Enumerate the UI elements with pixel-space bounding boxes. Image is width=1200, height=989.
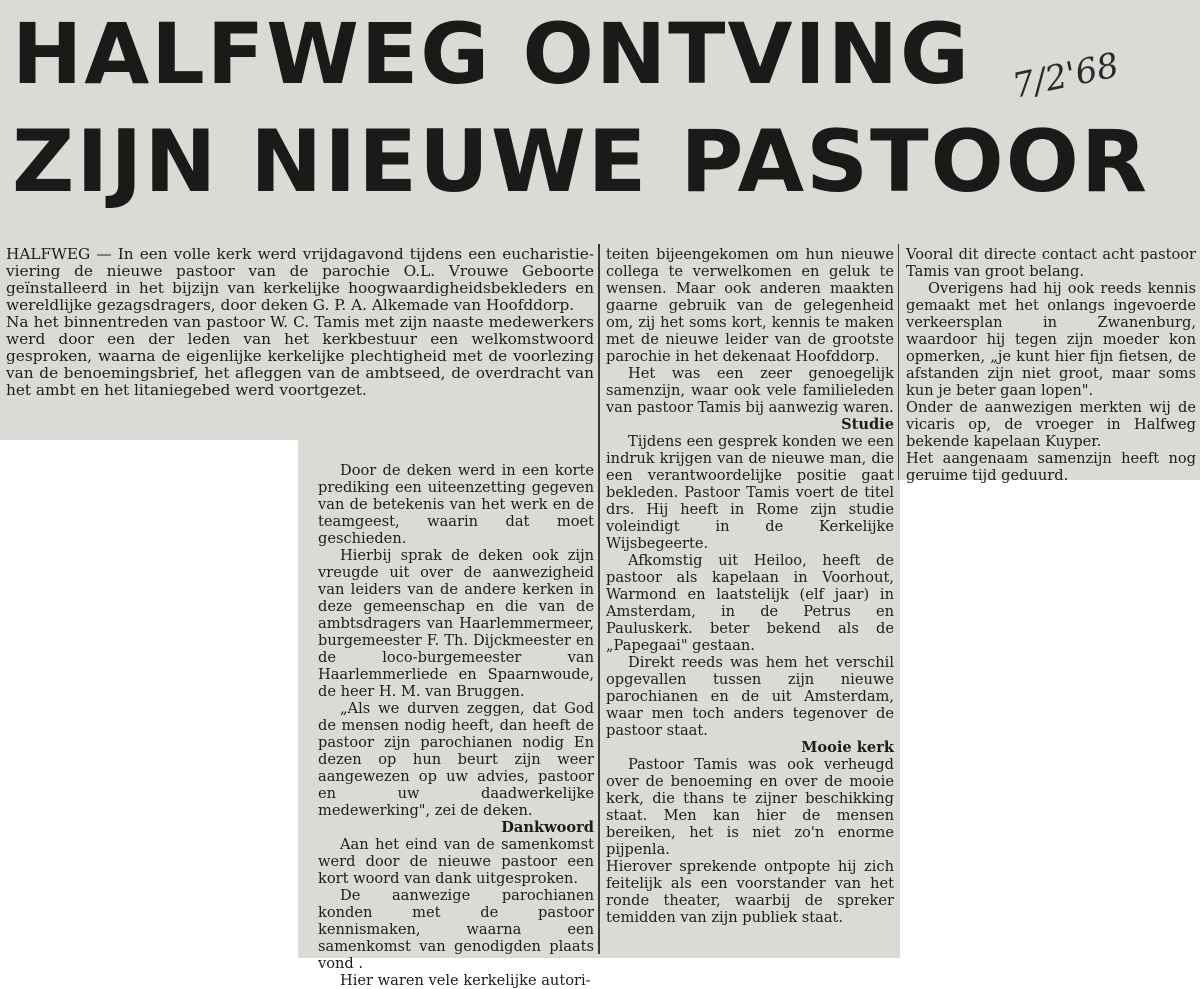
headline-line-2: ZIJN NIEUWE PASTOOR: [12, 112, 1150, 212]
body-paragraph: Tijdens een gesprek konden we een indruk krijgen van de nieuwe man, die een verantwoordelijke positie gaat bekleden. Pastoor Tamis voert de titel drs. Hij heeft in Rome zijn studie voleindigt in de Kerkelijke Wijsbegeerte.: [606, 433, 894, 552]
lead-paragraph: HALFWEG — In een volle kerk werd vrijdagavond tijdens een eucharistie-viering de nieuwe pastoor van de parochie O.L. Vrouwe Geboorte geïnstalleerd in het bijzijn van kerkelijke hoogwaardigheidsbekleders en wereldlijke gezagsdragers, door deken G. P. A. Alkemade van Hoofddorp.: [6, 245, 594, 314]
article-column-3: [906, 246, 1196, 484]
body-paragraph: Hierover sprekende ontpopte hij zich feitelijk als een voorstander van het ronde theater, waarbij de spreker temidden van zijn publiek staat.: [606, 858, 894, 926]
article-column-2: [606, 246, 894, 926]
body-paragraph: Het aangenaam samenzijn heeft nog geruime tijd geduurd.: [906, 450, 1196, 484]
headline-line-1: HALFWEG ONTVING: [12, 5, 971, 103]
column-divider: [598, 244, 600, 954]
handwritten-date-note: 7/2'68: [1009, 45, 1123, 107]
body-paragraph: Overigens had hij ook reeds kennis gemaakt met het onlangs ingevoerde verkeersplan in Zwanenburg, waardoor hij tegen zijn moeder kon opmerken, „je kunt hier fijn fietsen, de afstanden zijn niet groot, maar soms kun je beter gaan lopen".: [906, 280, 1196, 399]
body-paragraph: Onder de aanwezigen merkten wij de vicaris op, de vroeger in Halfweg bekende kapelaan Kuyper.: [906, 399, 1196, 450]
subheading-mooie-kerk: Mooie kerk: [801, 739, 894, 756]
body-paragraph: Het was een zeer genoegelijk samenzijn, waar ook vele familieleden van pastoor Tamis bij aanwezig waren.: [606, 365, 894, 416]
lead-paragraph-block: [6, 246, 594, 399]
lead-paragraph: Na het binnentreden van pastoor W. C. Tamis met zijn naaste medewerkers werd door een der leden van het kerkbestuur een welkomstwoord gesproken, waarna de eigenlijke kerkelijke plechtigheid met de voorlezing van de benoemingsbrief, het afleggen van de ambtseed, de overdracht van het ambt en het litaniegebed werd voortgezet.: [6, 313, 594, 399]
column-divider: [898, 244, 899, 480]
subheading-studie: Studie: [841, 416, 894, 433]
body-paragraph: Hier waren vele kerkelijke autori-: [340, 972, 591, 989]
subheading-dankwoord: Dankwoord: [501, 819, 594, 836]
body-paragraph: De aanwezige parochianen konden met de pastoor kennismaken, waarna een samenkomst van genodigden plaats vond .: [318, 887, 594, 972]
body-paragraph: Pastoor Tamis was ook verheugd over de benoeming en over de mooie kerk, die thans te zijner beschikking staat. Men kan hier de mensen bereiken, het is niet zo'n enorme pijpenla.: [606, 756, 894, 858]
body-paragraph: Aan het eind van de samenkomst werd door de nieuwe pastoor een kort woord van dank uitgesproken.: [318, 836, 594, 887]
body-paragraph: Vooral dit directe contact acht pastoor Tamis van groot belang.: [906, 246, 1196, 280]
body-paragraph: teiten bijeengekomen om hun nieuwe collega te verwelkomen en geluk te wensen. Maar ook anderen maakten gaarne gebruik van de gelegenheid om, zij het soms kort, kennis te maken met de nieuwe leider van de grootste parochie in het dekenaat Hoofddorp.: [606, 246, 894, 365]
article-column-1: [318, 462, 594, 989]
body-paragraph: Door de deken werd in een korte prediking een uiteenzetting gegeven van de betekenis van het werk en de teamgeest, waarin dat moet geschieden.: [318, 462, 594, 547]
body-paragraph: Direkt reeds was hem het verschil opgevallen tussen zijn nieuwe parochianen en de uit Amsterdam, waar men toch anders tegenover de pastoor staat.: [606, 654, 894, 739]
body-paragraph: Hierbij sprak de deken ook zijn vreugde uit over de aanwezigheid van leiders van de andere kerken in deze gemeenschap en die van de ambtsdragers van Haarlemmermeer, burgemeester F. Th. Dijckmeester en de loco-burgemeester van Haarlemmerliede en Spaarnwoude, de heer H. M. van Bruggen.: [318, 547, 594, 700]
body-paragraph: Afkomstig uit Heiloo, heeft de pastoor als kapelaan in Voorhout, Warmond en laatstelijk (elf jaar) in Amsterdam, in de Petrus en Pauluskerk. beter bekend als de „Papegaai" gestaan.: [606, 552, 894, 654]
body-paragraph: „Als we durven zeggen, dat God de mensen nodig heeft, dan heeft de pastoor zijn parochianen nodig En dezen op hun beurt zijn weer aangewezen op uw advies, pastoor en uw daadwerkelijke medewerking", zei de deken.: [318, 700, 594, 819]
